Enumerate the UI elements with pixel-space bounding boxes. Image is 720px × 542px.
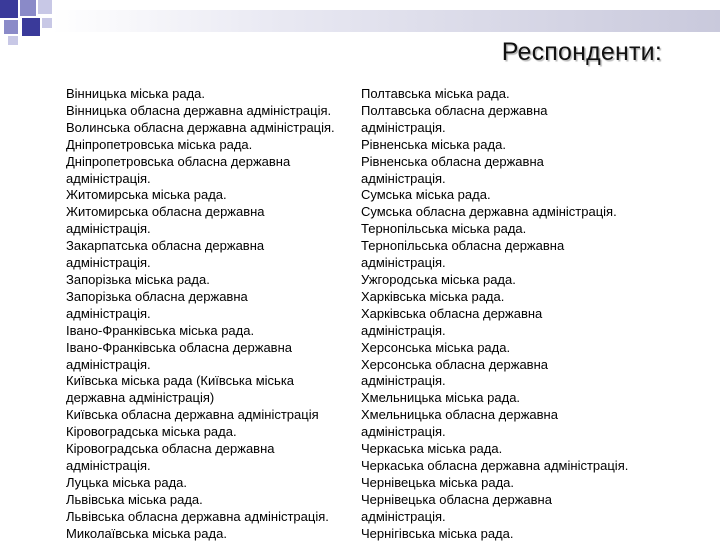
- deco-square-light: [8, 36, 18, 45]
- deco-square-light: [38, 0, 52, 14]
- respondent-line: Київська міська рада (Київська міська: [66, 373, 295, 389]
- respondent-line: адміністрація.: [361, 119, 446, 135]
- deco-square-light: [42, 18, 52, 28]
- respondent-line: Львівська міська рада.: [66, 491, 203, 507]
- respondent-line: Луцька міська рада.: [66, 474, 188, 490]
- respondents-right-column: [361, 86, 628, 542]
- respondent-line: Рівненська міська рада.: [361, 136, 506, 152]
- respondent-line: Черкаська обласна державна адміністрація.: [361, 457, 629, 473]
- respondent-line: Івано-Франківська міська рада.: [66, 322, 255, 338]
- respondent-line: Київська обласна державна адміністрація: [66, 407, 319, 423]
- respondent-line: Полтавська міська рада.: [361, 86, 510, 101]
- respondent-line: Закарпатська обласна державна: [66, 238, 265, 254]
- respondent-line: адміністрація.: [66, 170, 151, 186]
- respondent-line: адміністрація.: [361, 170, 446, 186]
- respondent-line: Хмельницька міська рада.: [361, 390, 521, 406]
- respondent-line: адміністрація.: [66, 221, 151, 237]
- deco-square-mid: [20, 0, 36, 16]
- respondent-line: адміністрація.: [66, 255, 151, 271]
- respondent-line: Чернігівська міська рада.: [361, 525, 514, 541]
- deco-square-mid: [4, 20, 18, 34]
- respondent-line: Вінницька міська рада.: [66, 86, 206, 101]
- respondent-line: Кіровоградська міська рада.: [66, 424, 237, 440]
- respondent-line: Вінницька обласна державна адміністрація.: [66, 102, 332, 118]
- respondent-line: Тернопільська міська рада.: [361, 221, 527, 237]
- respondent-line: державна адміністрація): [66, 390, 215, 406]
- respondent-line: Херсонська обласна державна: [361, 356, 548, 372]
- title-bar: [52, 10, 720, 32]
- respondent-line: Черкаська міська рада.: [361, 441, 503, 457]
- respondent-line: Харківська обласна державна: [361, 305, 543, 321]
- respondent-line: Сумська обласна державна адміністрація.: [361, 204, 617, 220]
- slide-title: Респонденти:: [501, 38, 662, 66]
- respondent-line: Рівненська обласна державна: [361, 153, 544, 169]
- respondent-line: адміністрація.: [361, 255, 446, 271]
- respondent-line: Івано-Франківська обласна державна: [66, 339, 293, 355]
- respondent-line: Кіровоградська обласна державна: [66, 441, 275, 457]
- respondent-line: адміністрація.: [66, 457, 151, 473]
- respondent-line: Ужгородська міська рада.: [361, 271, 516, 287]
- respondent-line: адміністрація.: [66, 305, 151, 321]
- respondent-line: Волинська обласна державна адміністрація.: [66, 119, 335, 135]
- deco-square-dark: [22, 18, 40, 36]
- respondent-line: Миколаївська міська рада.: [66, 525, 227, 541]
- respondent-line: Чернівецька міська рада.: [361, 474, 515, 490]
- respondent-line: адміністрація.: [361, 322, 446, 338]
- respondent-line: адміністрація.: [66, 356, 151, 372]
- respondent-line: Львівська обласна державна адміністрація.: [66, 508, 329, 524]
- respondent-line: Дніпропетровська міська рада.: [66, 136, 253, 152]
- respondent-line: Житомирська обласна державна: [66, 204, 265, 220]
- respondent-line: Харківська міська рада.: [361, 288, 505, 304]
- respondent-line: Запорізька міська рада.: [66, 271, 210, 287]
- respondent-line: Херсонська міська рада.: [361, 339, 511, 355]
- respondent-line: Чернівецька обласна державна: [361, 491, 552, 507]
- deco-square-dark: [0, 0, 18, 18]
- respondent-line: адміністрація.: [361, 373, 446, 389]
- respondent-line: Полтавська обласна державна: [361, 102, 548, 118]
- respondent-line: Хмельницька обласна державна: [361, 407, 558, 423]
- respondent-line: Сумська міська рада.: [361, 187, 491, 203]
- respondents-left-column: [66, 86, 335, 542]
- respondent-line: адміністрація.: [361, 508, 446, 524]
- respondent-line: Запорізька обласна державна: [66, 288, 248, 304]
- respondent-line: Тернопільська обласна державна: [361, 238, 565, 254]
- respondent-line: Дніпропетровська обласна державна: [66, 153, 291, 169]
- respondent-line: адміністрація.: [361, 424, 446, 440]
- respondent-line: Житомирська міська рада.: [66, 187, 227, 203]
